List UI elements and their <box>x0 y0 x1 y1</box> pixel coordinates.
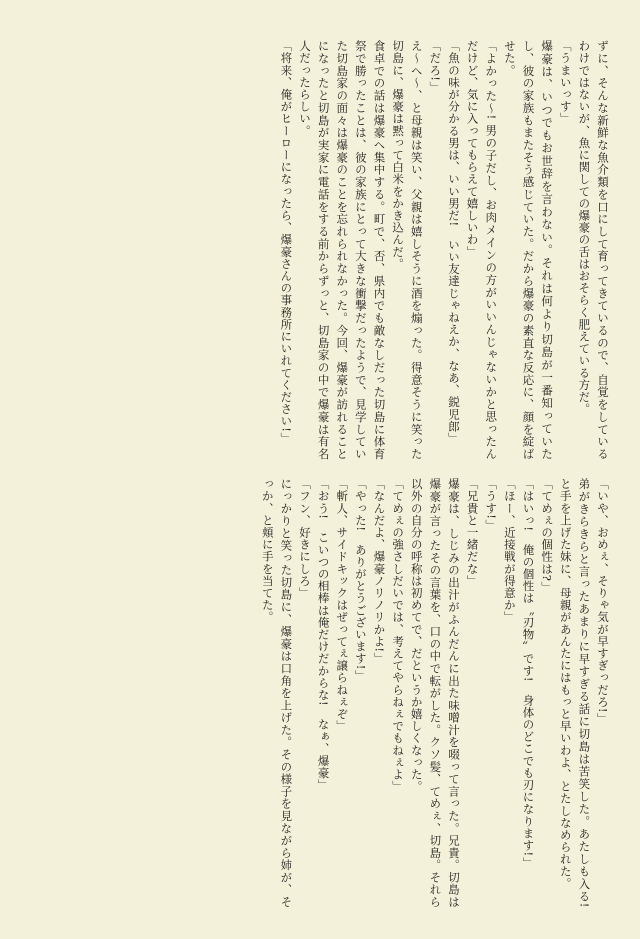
paragraph: 爆豪は、しじみの出汁がふんだんに出た味噌汁を啜って言った。兄貴。切島は爆豪が言ったその言葉を、口の中で転がした。クソ髪、てめぇ、切島。それら以外の自分の呼称は初めてで、だというか嬉しくなった。 <box>409 478 461 908</box>
paragraph: 「兄貴と一緒だな」 <box>465 478 480 587</box>
paragraph: 「魚の味が分かる男は、いい男だ! いい友達じゃねえか、なあ、鋭児郎」 <box>447 40 461 445</box>
paragraph: 「なんだよ、爆豪ノリノリかよ!」 <box>372 478 387 665</box>
paragraph: 「だろ!」 <box>428 40 443 94</box>
paragraph: 弟がきらきらと言ったあまりに早すぎる話に切島は苦笑した。あたしも入る! と手を上げた妹に、母親があんたにはもっと早いわよ、とたしなめられた。 <box>558 478 592 921</box>
paragraph: 「やった! ありがとうございます!」 <box>353 478 368 683</box>
paragraph: 「ほー、近接戦が得意か」 <box>502 478 517 624</box>
paragraph: 「よかった～! 男の子だし、お肉メインの方がいいんじゃないかと思ったんだけど、気に入ってもらえて嬉しいわ」 <box>465 40 499 460</box>
text-block-lower <box>258 478 612 921</box>
paragraph: 「はいっ! 俺の個性は〝刃物〟です! 身体のどこでも刃になります!」 <box>521 478 536 869</box>
paragraph: 「うまいっす」 <box>558 40 573 125</box>
paragraph: ずに、そんな新鮮な魚介類を口にして育ってきているので、自覚をしているわけではないが、魚に関しての爆豪の舌はおそらく肥えている方だ。 <box>577 40 610 460</box>
paragraph: にっかりと笑った切島に、爆豪は口角を上げた。その様子を見ながら姉が、そっか、と頬に手を当てた。 <box>260 478 294 908</box>
paragraph: 食卓での話は爆豪へ集中する。町で、否、県内でも敵なしだった切島に体育祭で勝ったことは、彼の家族にとって大きな衝撃だったようで、見学していた切島家の面々は爆豪のことを忘れられなかった。今回、爆豪が訪れることになったと切島が実家に電話をする前からずっと、切島家の中で爆豪は有名人だったらしい。 <box>298 40 387 460</box>
paragraph: 「いや、おめぇ、そりゃ気が早すぎっだろ!」 <box>596 478 610 726</box>
text-block-upper <box>277 40 612 460</box>
paragraph: 爆豪は、いつでもお世辞を言わない。それは何より切島が一番知っていたし、彼の家族もまたそう感じていた。だから爆豪の素直な反応に、顔を綻ばせた。 <box>502 40 555 460</box>
paragraph: 「うす!」 <box>484 478 499 532</box>
paragraph: 「将来、俺がヒーローになったら、爆豪さんの事務所にいれてください!」 <box>279 40 294 445</box>
paragraph: 「フン、好きにしろ」 <box>298 478 312 599</box>
paragraph: え～へ～、と母親は笑い、父親は嬉しそうに酒を煽った。得意そうに笑った切島に、爆豪は黙って白米をかき込んだ。 <box>391 40 424 460</box>
paragraph: 「てめぇの個性は?」 <box>540 478 555 594</box>
paragraph: 「おう! こいつの相棒は俺だけだからな! なぁ、爆豪」 <box>316 478 331 791</box>
paragraph: 「てめぇの強さしだいでは、考えてやらねぇでもねぇよ」 <box>391 478 406 793</box>
paragraph: 「斬人、サイドキックはぜってぇ譲らねぇぞ」 <box>335 478 350 733</box>
